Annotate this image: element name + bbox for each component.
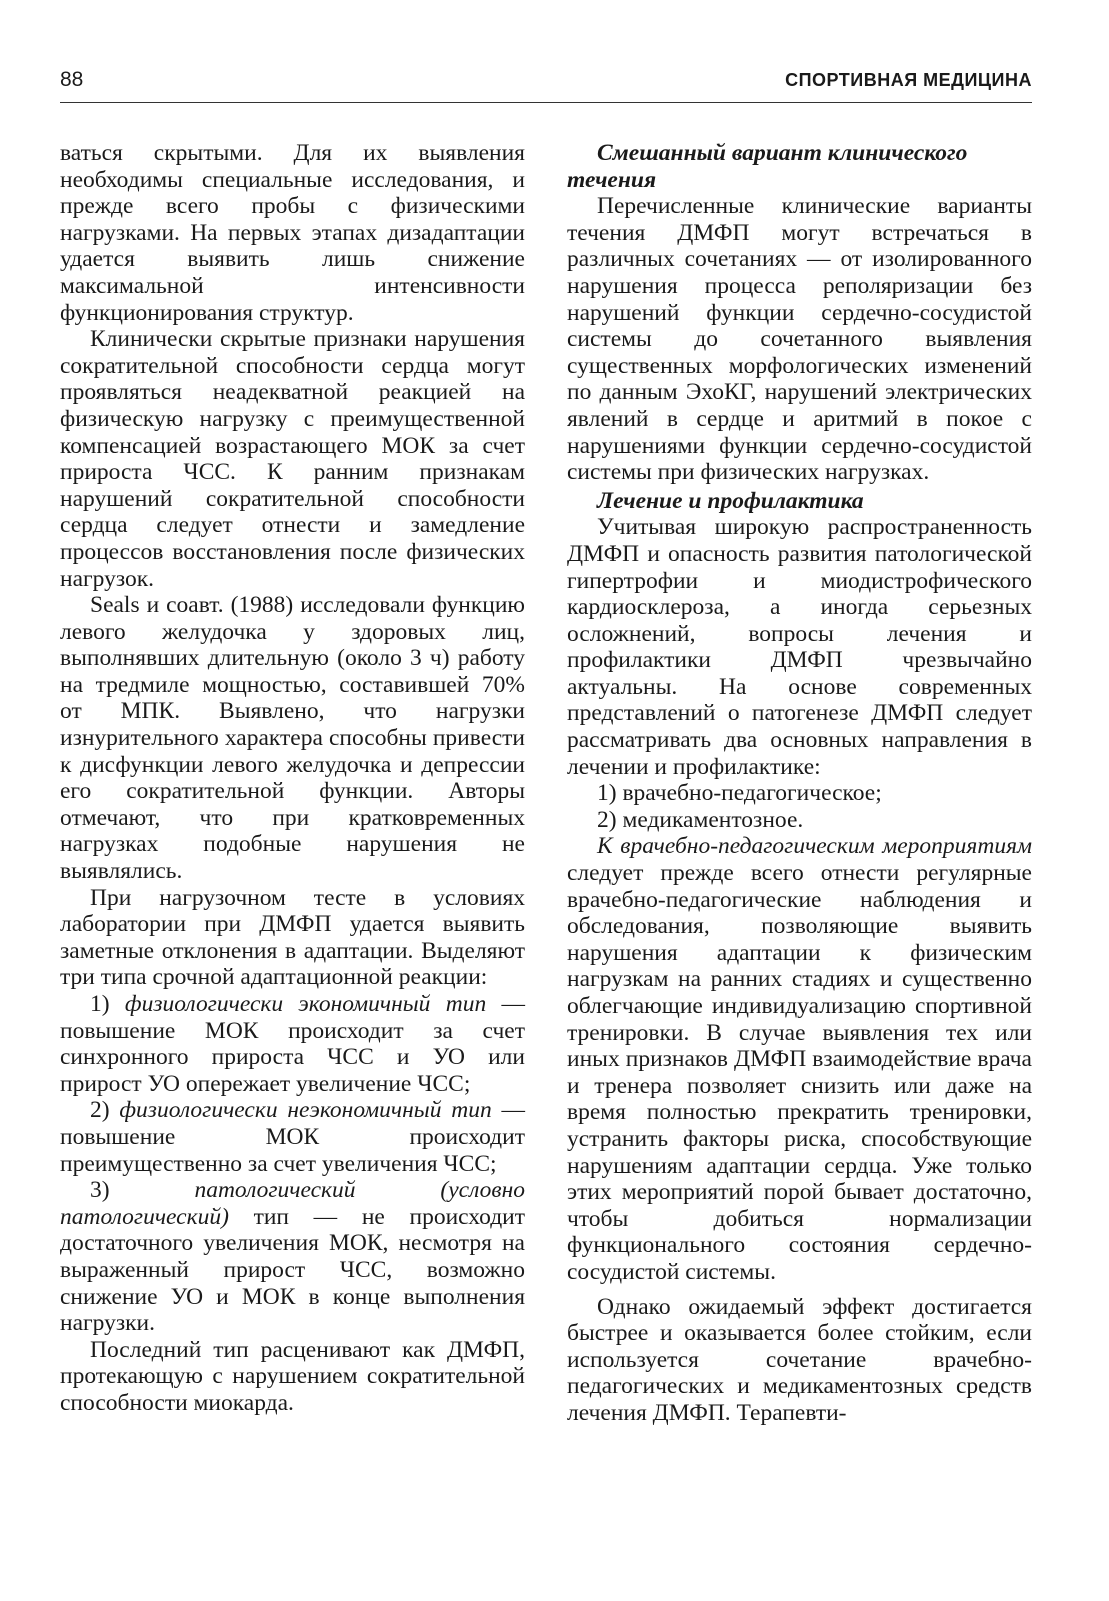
section-heading: Смешанный вариант клинического течения (567, 140, 968, 193)
list-number: 3) (90, 1177, 195, 1204)
list-text: — повышение МОК происходит преимущественно за счет увеличения ЧСС; (60, 1097, 525, 1177)
list-number: 2) (90, 1097, 120, 1124)
right-column (567, 140, 1032, 1427)
paragraph: Seals и соавт. (1988) исследовали функцию левого желудочка у здоровых лиц, выполнявших длительную (около 3 ч) работу на тредмиле мощностью, составившей 70% от МПК. Выявлено, что нагрузки изнурительного характера способны привести к дисфункции левого желудочка и депрессии его сократительной функции. Авторы отмечают, что при кратковременных нагрузках подобные нарушения не выявлялись. (60, 592, 525, 885)
section-heading: Лечение и профилактика (597, 487, 864, 514)
list-item (60, 1177, 525, 1337)
list-number: 1) (90, 991, 125, 1017)
paragraph: Клинически скрытые признаки нарушения сократительной способности сердца могут проявляться неадекватной реакцией на физическую нагрузку с преимущественной компенсацией возрастающего МОК за счет прироста ЧСС. К ранним признакам нарушений сократительной способности сердца следует отнести и замедление процессов восстановления после физических нагрузок. (60, 326, 525, 592)
paragraph: Учитывая широкую распространенность ДМФП и опасность развития патологической гипертрофии и миодистрофического кардиосклероза, а иногда серьезных осложнений, вопросы лечения и профилактики ДМФП чрезвычайно актуальны. На основе современных представлений о патогенезе ДМФП следует рассматривать два основных направления в лечении и профилактике: (567, 514, 1032, 780)
page-number: 88 (60, 68, 84, 91)
page-header (60, 68, 1032, 103)
list-item (60, 1097, 525, 1177)
running-head: СПОРТИВНАЯ МЕДИЦИНА (785, 70, 1032, 90)
list-item: 2) медикаментозное. (597, 806, 804, 833)
list-text: — повышение МОК происходит за счет синхронного прироста ЧСС и УО или прирост УО опережает увеличение ЧСС; (60, 991, 526, 1097)
left-column (60, 140, 525, 1417)
paragraph: При нагрузочном тесте в условиях лаборатории при ДМФП удается выявить заметные отклонения в адаптации. Выделяют три типа срочной адаптационной реакции: (60, 884, 525, 991)
list-text: тип — не происходит достаточного увеличения МОК, несмотря на выраженный прирост ЧСС, возможно снижение УО и МОК в конце выполнения нагрузки. (60, 1203, 525, 1337)
paragraph: Однако ожидаемый эффект достигается быстрее и оказывается более стойким, если используется сочетание врачебно-педагогических и медикаментозных средств лечения ДМФП. Терапевти- (567, 1293, 1032, 1426)
paragraph: Перечисленные клинические варианты течения ДМФП могут встречаться в различных сочетаниях — от изолированного нарушения процесса реполяризации без нарушений функции сердечно-сосудистой системы до сочетанного выявления существенных морфологических изменений по данным ЭхоКГ, нарушений электрических явлений в сердце и аритмий в покое с нарушениями функции сердечно-сосудистой системы при физических нагрузках. (567, 193, 1032, 486)
emphasis-term: К врачебно-педагогическим мероприятиям (597, 833, 1032, 860)
list-item (60, 991, 525, 1097)
paragraph-text: следует прежде всего отнести регулярные врачебно-педагогические наблюдения и обследования, позволяющие выявить нарушения адаптации к физическим нагрузкам на ранних стадиях и существенно облегчающие индивидуализацию спортивной тренировки. В случае выявления тех или иных признаков ДМФП взаимодействие врача и тренера позволяет снизить или даже на время полностью прекратить тренировки, устранить факторы риска, способствующие нарушениям адаптации сердца. Уже только этих мероприятий порой бывает достаточно, чтобы добиться нормализации функционального состояния сердечно-сосудистой системы. (567, 860, 1032, 1285)
list-item: 1) врачебно-педагогическое; (597, 780, 882, 807)
paragraph: ваться скрытыми. Для их выявления необходимы специальные исследования, и прежде всего пробы с физическими нагрузками. На первых этапах дизадаптации удается выявить лишь снижение максимальной интенсивности функционирования структур. (60, 140, 525, 326)
list-term: патологический (условно патологический) (60, 1177, 525, 1230)
list-term: физиологически неэкономичный тип (119, 1097, 492, 1124)
paragraph: Последний тип расценивают как ДМФП, протекающую с нарушением сократительной способности миокарда. (60, 1336, 525, 1416)
list-term: физиологически экономичный тип (124, 991, 487, 1017)
paragraph (567, 833, 1032, 1285)
